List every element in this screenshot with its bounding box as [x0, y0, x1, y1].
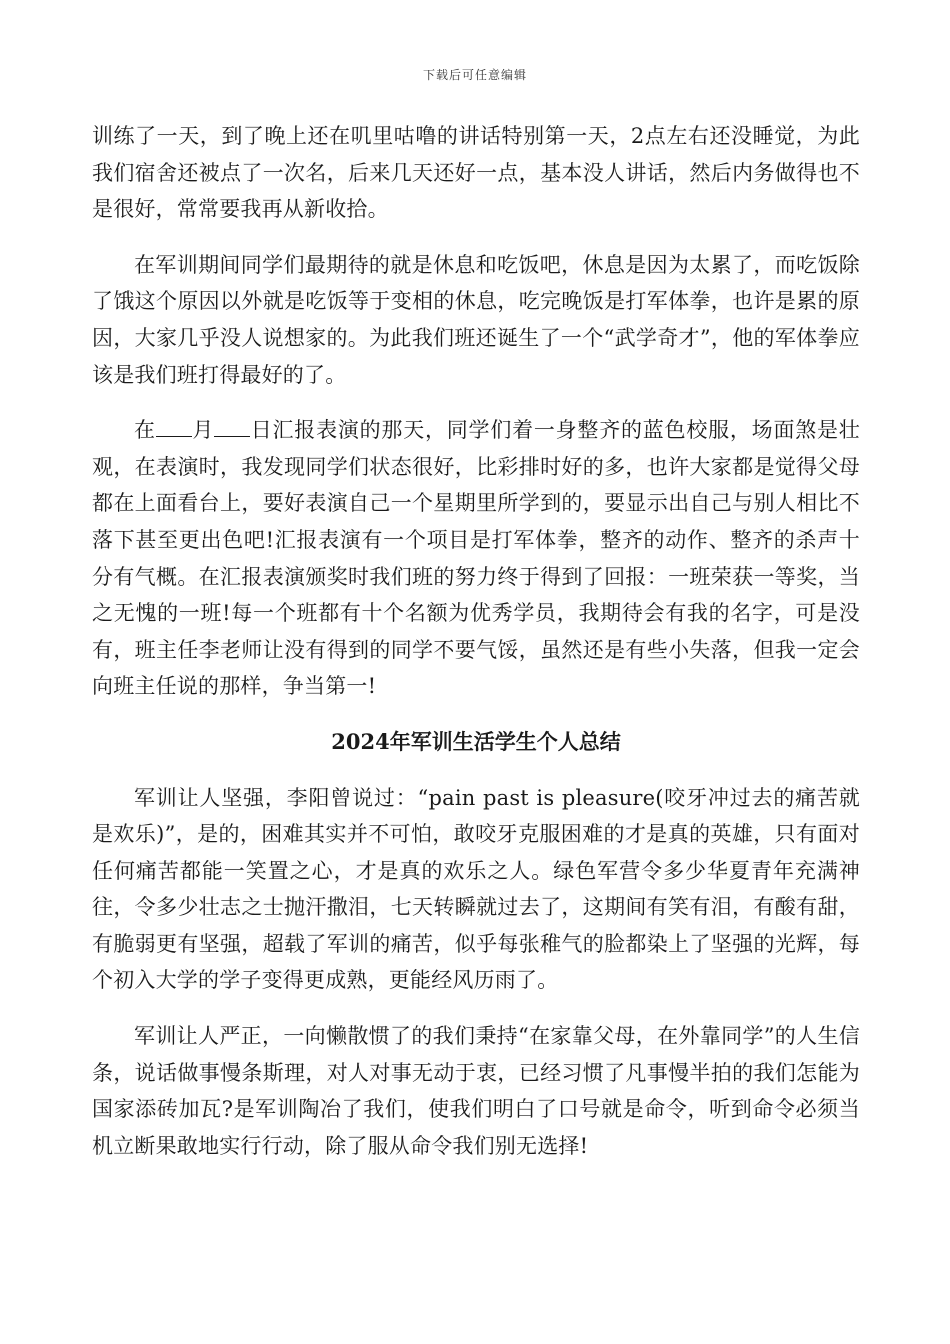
month-blank: [156, 418, 192, 437]
paragraph-3: [92, 412, 860, 705]
paragraph-2: 在军训期间同学们最期待的就是休息和吃饭吧，休息是因为太累了，而吃饭除了饿这个原因以外就是吃饭等于变相的休息，吃完晚饭是打军体拳，也许是累的原因，大家几乎没人说想家的。为此我们班还诞生了一个“武学奇才”，他的军体拳应该是我们班打得最好的了。: [92, 252, 860, 387]
paragraph-5: 军训让人严正，一向懒散惯了的我们秉持“在家靠父母，在外靠同学”的人生信条，说话做事慢条斯理，对人对事无动于衷，已经习惯了凡事慢半拍的我们怎能为国家添砖加瓦?是军训陶冶了我们，使我们明白了口号就是命令，听到命令必须当机立断果敢地实行行动，除了服从命令我们别无选择!: [92, 1024, 860, 1158]
paragraph-3-start: 在: [134, 418, 156, 443]
section-heading: 2024年军训生活学生个人总结: [331, 728, 621, 754]
paragraph-3-rest: 日汇报表演的那天，同学们着一身整齐的蓝色校服，场面煞是壮观，在表演时，我发现同学们状态很好，比彩排时好的多，也许大家都是觉得父母都在上面看台上，要好表演自己一个星期里所学到的，要显示出自己与别人相比不落下甚至更出色吧!汇报表演有一个项目是打军体拳，整齐的动作、整齐的杀声十分有气概。在汇报表演颁奖时我们班的努力终于得到了回报：一班荣获一等奖，当之无愧的一班!每一个班都有十个名额为优秀学员，我期待会有我的名字，可是没有，班主任李老师让没有得到的同学不要气馁，虽然还是有些小失落，但我一定会向班主任说的那样，争当第一!: [92, 418, 860, 699]
paragraph-4: 军训让人坚强，李阳曾说过：“pain past is pleasure(咬牙冲过去的痛苦就是欢乐)”，是的，困难其实并不可怕，敢咬牙克服困难的才是真的英雄，只有面对任何痛苦都能一笑置之心，才是真的欢乐之人。绿色军营令多少华夏青年充满神往，令多少壮志之士抛汗撒泪，七天转瞬就过去了，这期间有笑有泪，有酸有甜，有脆弱更有坚强，超载了军训的痛苦，似乎每张稚气的脸都染上了坚强的光辉，每个初入大学的学子变得更成熟，更能经风历雨了。: [92, 785, 860, 993]
page-header-note: 下载后可任意编辑: [422, 68, 527, 82]
day-blank: [214, 418, 250, 437]
paragraph-3-month: 月: [191, 418, 215, 443]
document-body: [92, 118, 860, 1164]
paragraph-1: 训练了一天，到了晚上还在叽里咕噜的讲话特别第一天，2点左右还没睡觉，为此我们宿舍还被点了一次名，后来几天还好一点，基本没人讲话，然后内务做得也不是很好，常常要我再从新收拾。: [92, 124, 860, 222]
